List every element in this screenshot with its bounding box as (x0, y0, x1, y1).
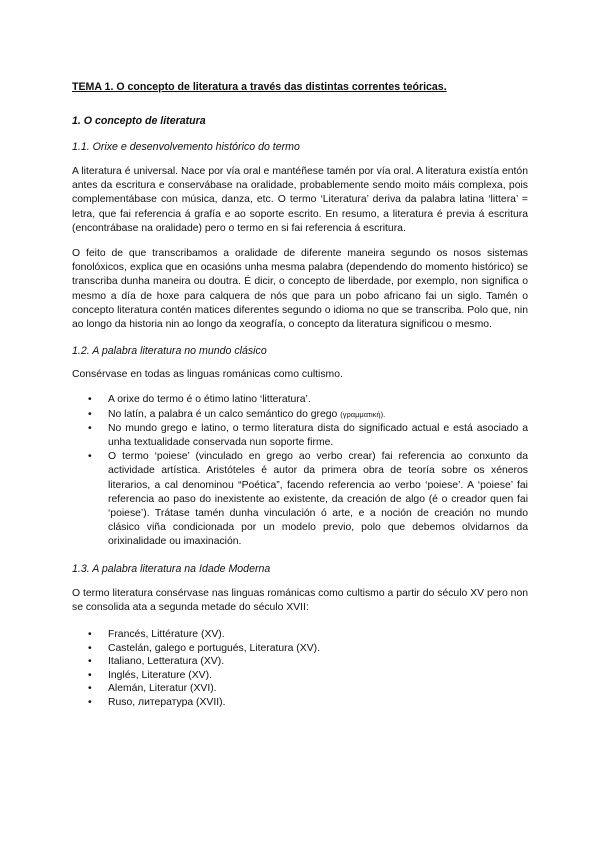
list-item (72, 696, 528, 710)
bullet-icon: • (88, 451, 92, 463)
bullet-icon: • (88, 629, 92, 641)
list-item (72, 422, 528, 450)
list-item (72, 655, 528, 669)
bullet-icon: • (88, 394, 92, 406)
paragraph-cultism: Consérvase en todas as linguas románicas como cultismo. (72, 369, 343, 381)
list-item-text: Inglés, Literature (XV). (108, 669, 212, 681)
bullet-icon: • (88, 642, 92, 654)
list-item-text: No mundo grego e latino, o termo literatura dista do significado actual e está asociado a unha textualidade conservada nun soporte firme. (108, 422, 528, 449)
list-item-text: O termo ‘poiese’ (vinculado en grego ao verbo crear) fai referencia ao conxunto da actividade artística. Aristóteles é autor da primera obra de teoría sobre os xéneros literarios, a cal denominou “Poética”, facendo referencia ao verbo ‘poiese’. A ‘poiese’ fai referencia ao paso do inexistente ao existente, da creación de algo (é o creador quen fai ‘poiese’). Trátase tamén dunha vinculación ó arte, e a noción de creación no mundo clásico viña condicionada por un modelo previo, polo que debemos olvidarnos da orixinalidade ou imaxinación. (108, 451, 528, 548)
subsection-heading-1-2: 1.2. A palabra literatura no mundo clásico (72, 345, 267, 358)
list-item-text: Alemán, Literatur (XVI). (108, 683, 217, 695)
bullet-icon: • (88, 422, 92, 434)
list-item-text: Ruso, литература (XVII). (108, 697, 226, 709)
document-page (72, 80, 528, 710)
subsection-heading-1-1: 1.1. Orixe e desenvolvemento histórico do termo (72, 141, 300, 153)
list-item-text: A orixe do termo é o étimo latino ‘litteratura’. (108, 394, 311, 406)
languages-bullet-list (72, 628, 528, 710)
list-item (72, 393, 528, 407)
list-item-text: Castelán, galego e portugués, Literatura (XV). (108, 642, 320, 654)
list-item (72, 408, 528, 422)
subsection-heading-1-3: 1.3. A palabra literatura na Idade Moderna (72, 562, 271, 575)
paragraph-modern: O termo literatura consérvase nas linguas románicas como cultismo a partir do século XV pero non se consolida ata a segunda metade do século XVII: (72, 587, 528, 613)
paragraph-transcription: O feito de que transcribamos a oralidade de diferente maneira segundo os nosos sistemas fonolóxicos, explica que en ocasións unha mesma palabra (dependendo do momento histórico) se transcriba dunha maneira ou doutra. É dicir, o concepto de liberdade, por exemplo, non significa o mesmo a día de hoxe para calquera de nós que para un pobo africano fai un siglo. Tamén o concepto literatura contén matices diferentes segundo o idioma no que se transcriba. Polo que, nin ao longo da historia nin ao longo da xeografía, o concepto da literatura significou o mesmo. (72, 248, 528, 331)
bullet-icon: • (88, 669, 92, 681)
list-item (72, 450, 528, 549)
bullet-icon: • (88, 697, 92, 709)
paragraph-origin: A literatura é universal. Nace por vía oral e mantéñese tamén por vía oral. A literatura existía entón antes da escritura e conservábase na oralidade, probablemente sendo moito máis complexa, pois complementábase con música, danza, etc. O termo ‘Literatura’ deriva da palabra latina ‘littera’ = letra, que fai referencia á grafía e ao soporte escrito. En resumo, a literatura é previa á escritura (encontrábase na oralidade) pero o termo en si fai referencia á escritura. (72, 166, 528, 234)
bullet-icon: • (88, 408, 92, 420)
document-title: TEMA 1. O concepto de literatura a través das distintas correntes teóricas. (72, 81, 447, 93)
list-item-text: Francés, Littérature (XV). (108, 629, 225, 641)
list-item-text: Italiano, Letteratura (XV). (108, 656, 225, 668)
list-item-text: No latín, a palabra é un calco semántico do grego (108, 408, 338, 420)
bullet-icon: • (88, 683, 92, 695)
bullet-icon: • (88, 656, 92, 668)
greek-word: (γραμματική). (340, 409, 386, 419)
classical-bullet-list (72, 393, 528, 549)
list-item (72, 628, 528, 642)
list-item (72, 682, 528, 696)
list-item (72, 669, 528, 683)
list-item (72, 642, 528, 656)
section-heading-1: 1. O concepto de literatura (72, 115, 206, 127)
